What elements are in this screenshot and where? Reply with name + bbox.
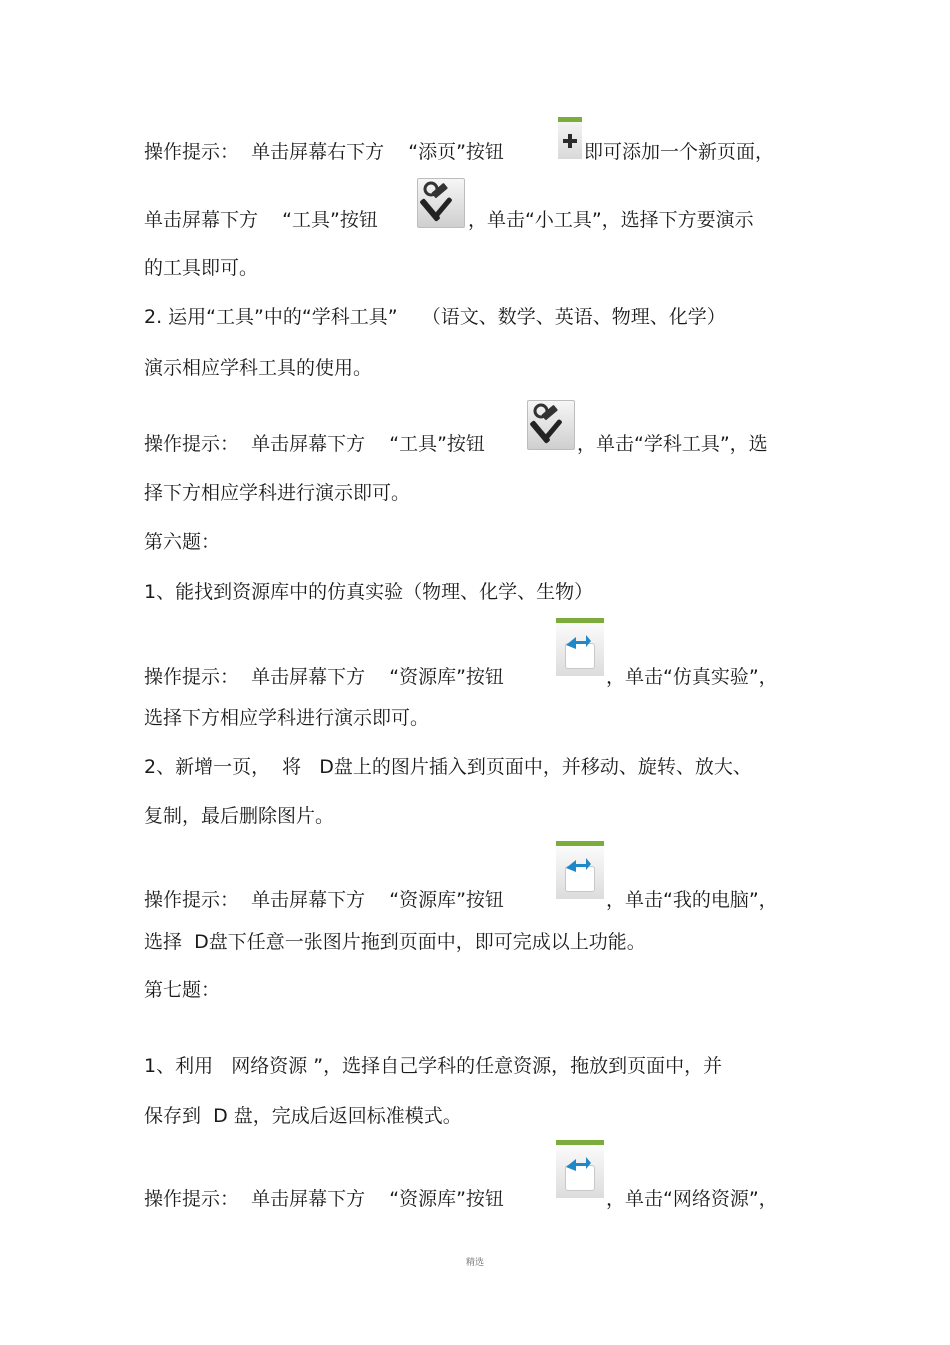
resource-library-icon — [556, 1140, 604, 1198]
tip-sim-a: 操作提示： 单击屏幕下方 “资源库”按钮 — [144, 666, 504, 688]
tip-network-a: 操作提示： 单击屏幕下方 “资源库”按钮 — [144, 1188, 504, 1210]
item-7-1: 1、利用 网络资源 ”，选择自己学科的任意资源，拖放到页面中，并 — [144, 1055, 723, 1077]
item-7-1-b: 保存到 D 盘，完成后返回标准模式。 — [144, 1105, 462, 1127]
tip-sim-c: 选择下方相应学科进行演示即可。 — [144, 707, 430, 729]
tip-subject-tools-b: ，单击“学科工具”，选 — [577, 433, 768, 455]
resource-library-icon — [556, 618, 604, 676]
footer-label: 精选 — [466, 1258, 485, 1268]
resource-library-icon — [556, 841, 604, 899]
tip-subject-tools-c: 择下方相应学科进行演示即可。 — [144, 482, 411, 504]
add-page-icon — [558, 117, 582, 159]
tip-network-b: ，单击“网络资源”， — [606, 1188, 778, 1210]
tip-computer-b: ，单击“我的电脑”， — [606, 889, 778, 911]
section-seven-heading: 第七题： — [144, 979, 221, 1001]
tip-tools-b: ，单击“小工具”，选择下方要演示 — [468, 209, 754, 231]
tip-sim-b: ，单击“仿真实验”， — [606, 666, 778, 688]
tip-computer-a: 操作提示： 单击屏幕下方 “资源库”按钮 — [144, 889, 504, 911]
item-6-2: 2、新增一页， 将 D盘上的图片插入到页面中，并移动、旋转、放大、 — [144, 756, 752, 778]
item-6-2-b: 复制，最后删除图片。 — [144, 805, 335, 827]
tip-add-page-a: 操作提示： 单击屏幕右下方 “添页”按钮 — [144, 141, 504, 163]
tip-add-page-b: 即可添加一个新页面， — [584, 141, 775, 163]
tip-tools-a: 单击屏幕下方 “工具”按钮 — [144, 209, 378, 231]
tip-tools-c: 的工具即可。 — [144, 257, 259, 279]
tip-subject-tools-a: 操作提示： 单击屏幕下方 “工具”按钮 — [144, 433, 485, 455]
item-2-subject-tools-b: 演示相应学科工具的使用。 — [144, 357, 373, 379]
item-6-1: 1、能找到资源库中的仿真实验（物理、化学、生物） — [144, 581, 594, 603]
section-six-heading: 第六题： — [144, 531, 221, 553]
tools-icon — [417, 178, 465, 228]
tip-computer-c: 选择 D盘下任意一张图片拖到页面中，即可完成以上功能。 — [144, 931, 646, 953]
item-2-subject-tools: 2. 运用“工具”中的“学科工具” （语文、数学、英语、物理、化学） — [144, 306, 726, 328]
tools-icon — [527, 400, 575, 450]
